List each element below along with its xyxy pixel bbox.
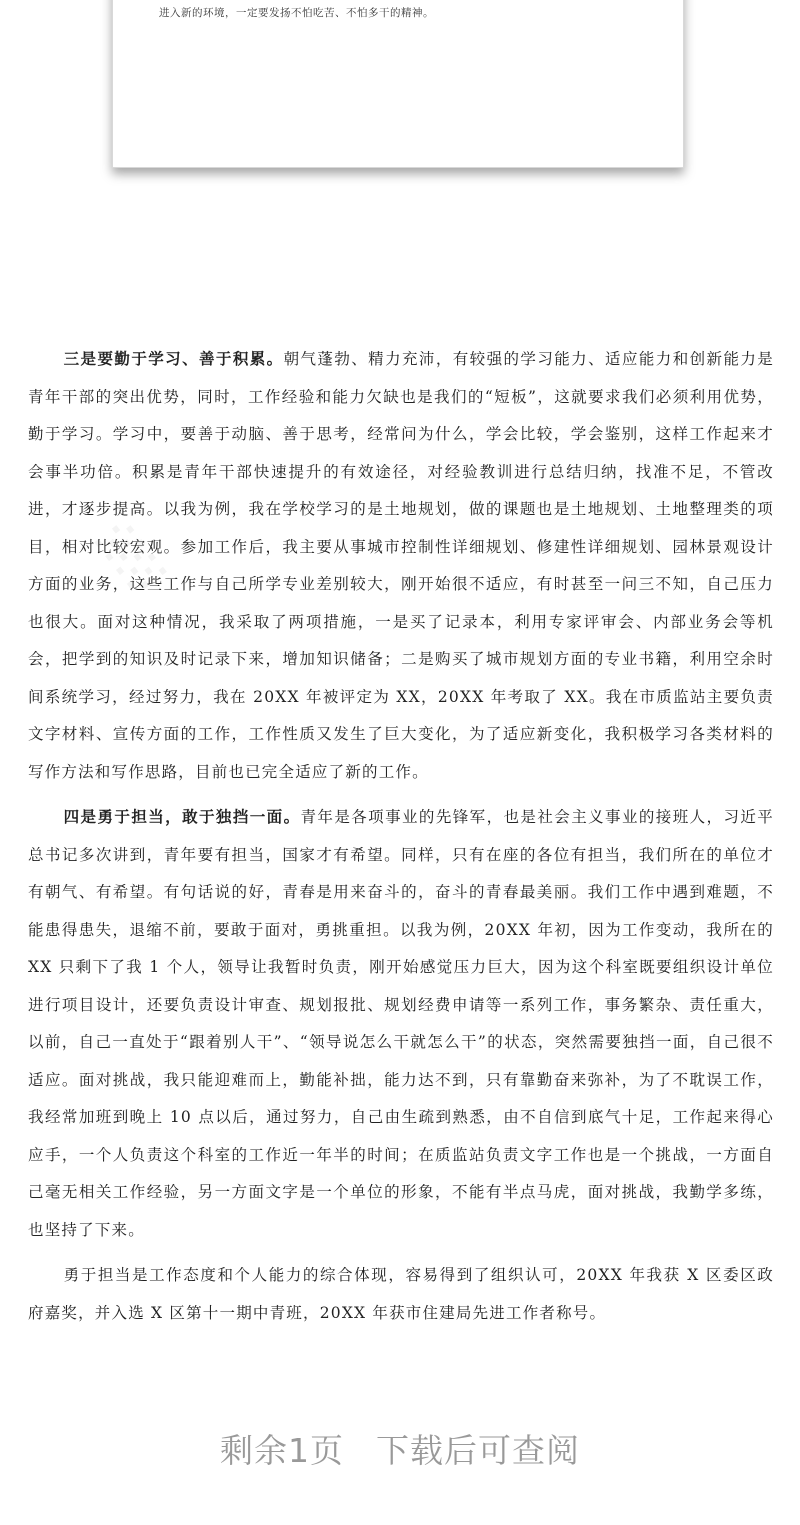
paragraph-summary xyxy=(28,1256,774,1332)
paragraph-lead: 四是勇于担当，敢于独挡一面。 xyxy=(63,807,301,826)
paragraph-lead: 三是要勤于学习、善于积累。 xyxy=(63,349,284,368)
paragraph-text: 朝气蓬勃、精力充沛，有较强的学习能力、适应能力和创新能力是青年干部的突出优势，同时，工作经验和能力欠缺也是我们的“短板”，这就要求我们必须利用优势，勤于学习。学习中，要善于动脑、善于思考，经常问为什么，学会比较，学会鉴别，这样工作起来才会事半功倍。积累是青年干部快速提升的有效途径，对经验教训进行总结归纳，找准不足，不管改进，才逐步提高。以我为例，我在学校学习的是土地规划，做的课题也是土地规划、土地整理类的项目，相对比较宏观。参加工作后，我主要从事城市控制性详细规划、修建性详细规划、园林景观设计方面的业务，这些工作与自己所学专业差别较大，刚开始很不适应，有时甚至一问三不知，自己压力也很大。面对这种情况，我采取了两项措施，一是买了记录本，利用专家评审会、内部业务会等机会，把学到的知识及时记录下来，增加知识储备；二是购买了城市规划方面的专业书籍，利用空余时间系统学习，经过努力，我在 20XX 年被评定为 XX，20XX 年考取了 XX。我在市质监站主要负责文字材料、宣传方面的工作，工作性质又发生了巨大变化，为了适应新变化，我积极学习各类材料的写作方法和写作思路，目前也已完全适应了新的工作。 xyxy=(28,350,774,781)
remaining-pages-label: 剩余1页 xyxy=(220,1431,344,1470)
paragraph-text: 勇于担当是工作态度和个人能力的综合体现，容易得到了组织认可，20XX 年我获 X 区委区政府嘉奖，并入选 X 区第十一期中青班，20XX 年获市住建局先进工作者称号。 xyxy=(28,1266,774,1322)
document-body xyxy=(28,340,774,1332)
download-to-view-label[interactable]: 下载后可查阅 xyxy=(376,1431,580,1470)
watermark: ░ xyxy=(94,512,175,596)
paragraph-study xyxy=(28,340,774,791)
previous-page-preview xyxy=(112,0,684,168)
download-prompt[interactable] xyxy=(0,1425,800,1472)
preview-text-line: 进入新的环境，一定要发扬不怕吃苦、不怕多干的精神。 xyxy=(159,7,434,19)
paragraph-text: 青年是各项事业的先锋军，也是社会主义事业的接班人，习近平总书记多次讲到，青年要有担当，国家才有希望。同样，只有在座的各位有担当，我们所在的单位才有朝气、有希望。有句话说的好，青春是用来奋斗的，奋斗的青春最美丽。我们工作中遇到难题，不能患得患失，退缩不前，要敢于面对，勇挑重担。以我为例，20XX 年初，因为工作变动，我所在的 XX 只剩下了我 1 个人，领导让我暂时负责，刚开始感觉压力巨大，因为这个科室既要组织设计单位进行项目设计，还要负责设计审查、规划报批、规划经费申请等一系列工作，事务繁杂、责任重大，以前，自己一直处于“跟着别人干”、“领导说怎么干就怎么干”的状态，突然需要独挡一面，自己很不适应。面对挑战，我只能迎难而上，勤能补拙，能力达不到，只有靠勤奋来弥补，为了不耽误工作，我经常加班到晚上 10 点以后，通过努力，自己由生疏到熟悉，由不自信到底气十足，工作起来得心应手，一个人负责这个科室的工作近一年半的时间；在质监站负责文字工作也是一个挑战，一方面自己毫无相关工作经验，另一方面文字是一个单位的形象，不能有半点马虎，面对挑战，我勤学多练，也坚持了下来。 xyxy=(28,808,774,1239)
paragraph-responsibility xyxy=(28,798,774,1249)
